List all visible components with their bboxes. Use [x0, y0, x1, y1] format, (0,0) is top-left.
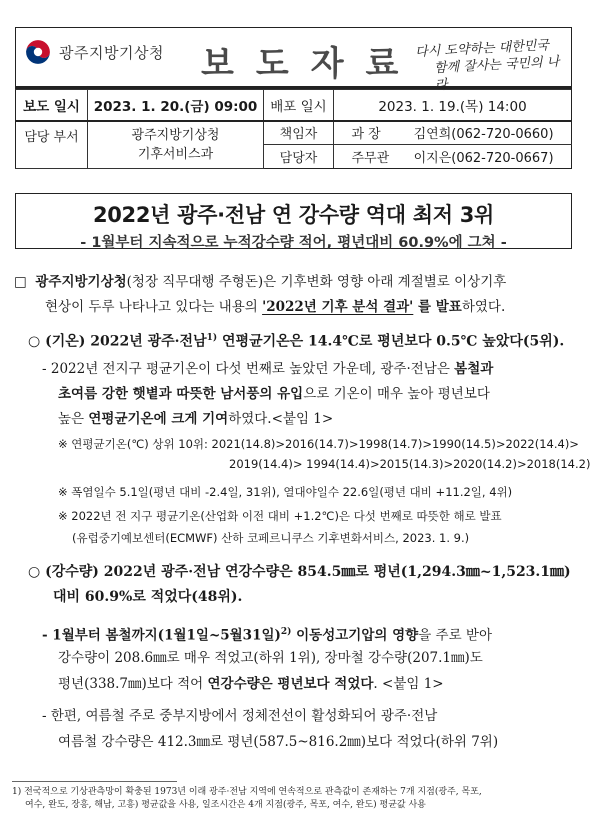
intro-quote: '2022년 기후 분석 결과' — [262, 299, 414, 315]
intro-text: 현상이 두루 나타나고 있다는 내용의 — [45, 299, 263, 315]
agency-name: 광주지방기상청 — [59, 43, 164, 62]
intro-text: 기후변화 영향 아래 계절별로 이상기후 — [276, 274, 507, 290]
circle-bullet-icon: ○ — [28, 564, 41, 580]
temp-note2: ※ 폭염일수 5.1일(평년 대비 -2.4일, 31위), 열대야일수 22.6일(평년 대비 +11.2일, 4위) — [58, 485, 513, 499]
temp-heading-text: (기온) 2022년 광주·전남 — [45, 333, 207, 350]
rain-text: . <붙임 1> — [373, 676, 444, 692]
contact-name-phone: 김연희(062-720-0660) — [413, 127, 554, 143]
rain-bold: 이동성고기압의 영향 — [291, 627, 419, 644]
temp-text: - 2022년 전지구 평균기온이 다섯 번째로 높았던 가운데, 광주·전남은 — [42, 361, 455, 377]
slogan-line2: 함께 잘사는 국민의 나라 — [433, 54, 560, 94]
rain-dash2-line2: 여름철 강수량은 412.3㎜로 평년(587.5~816.2㎜)보다 적었다(하위 7위) — [58, 734, 499, 750]
temp-text: 하였다.<붙임 1> — [228, 411, 334, 427]
intro-line1 — [14, 270, 506, 295]
temp-heading-text2: 연평균기온은 14.4℃로 평년보다 0.5℃ 높았다(5위). — [217, 333, 565, 350]
release-date-label: 보도 일시 — [16, 90, 88, 121]
temp-text: 으로 기온이 매우 높아 평년보다 — [303, 386, 490, 402]
footnote-line1: 1) 전국적으로 기상관측망이 확충된 1973년 이래 광주·전남 지역에 연속적으로 관측값이 존재하는 7개 지점(광주, 목포, — [12, 787, 482, 797]
rain-heading-text: (강수량) 2022년 광주·전남 연강수량은 854.5㎜로 평년(1,294.3㎜~1,523.1㎜) — [45, 564, 571, 580]
rain-dash1-line2: 강수량이 208.6㎜로 매우 적었고(하위 1위), 장마철 강수량(207.1㎜)도 — [58, 650, 483, 666]
headline-subtitle: - 1월부터 지속적으로 누적강수량 적어, 평년대비 60.9%에 그쳐 - — [80, 235, 507, 251]
footnote-ref: 1) — [206, 333, 218, 343]
footnote-divider — [12, 781, 177, 782]
distribute-date-value: 2023. 1. 19.(목) 14:00 — [334, 90, 572, 121]
rain-bold: - 1월부터 봄철까지(1월1일~5월31일) — [42, 627, 281, 644]
contact-role-label: 책임자 — [264, 121, 334, 145]
contact-person — [334, 121, 572, 145]
temp-note1 — [58, 434, 579, 454]
temp-dash1-line2 — [58, 382, 490, 407]
contact-person — [334, 145, 572, 169]
rain-text: 을 주로 받아 — [418, 627, 493, 644]
footnote-ref: 2) — [280, 627, 292, 637]
rain-bold: 연강수량은 평년보다 적었다 — [207, 676, 374, 692]
intro-org: 광주지방기상청 — [35, 274, 127, 290]
temp-note1-cont: 2019(14.4)> 1994(14.4)>2015(14.3)>2020(14.2)>2018(14.2) — [229, 457, 591, 471]
distribute-date-label: 배포 일시 — [264, 90, 334, 121]
dept-line2: 기후서비스과 — [137, 146, 214, 162]
temp-text: 높은 — [58, 411, 89, 427]
dept-value — [88, 121, 264, 169]
rain-heading-line1 — [28, 560, 571, 585]
temp-note3-line2: (유럽중기예보센터(ECMWF) 산하 코페르니쿠스 기후변화서비스, 2023. 1. 9.) — [72, 531, 470, 545]
contact-name-phone: 이지은(062-720-0667) — [413, 151, 554, 166]
intro-line2 — [45, 295, 505, 320]
footnote — [12, 786, 482, 812]
temp-note3-line1: ※ 2022년 전 지구 평균기온(산업화 이전 대비 +1.2℃)은 다섯 번째로 따뜻한 해로 발표 — [58, 509, 502, 523]
doc-type-title: 보도자료 — [201, 44, 421, 84]
release-date-value: 2023. 1. 20.(금) 09:00 — [88, 90, 264, 121]
temp-dash1-line1 — [42, 357, 493, 382]
taegeuk-logo-icon — [24, 38, 52, 66]
rain-heading-line2: 대비 60.9%로 적었다(48위). — [53, 589, 243, 605]
note-label: ※ 연평균기온(℃) 상위 10위: — [58, 437, 208, 451]
agency-logo — [24, 38, 164, 66]
contact-role-label: 담당자 — [264, 145, 334, 169]
dept-line1: 광주지방기상청 — [131, 127, 220, 143]
rain-dash1-line3 — [58, 672, 444, 697]
temp-bold: 연평균기온에 크게 기여 — [88, 411, 229, 427]
square-bullet-icon: □ — [14, 274, 27, 290]
slogan-line1: 다시 도약하는 대한민국 — [414, 38, 550, 61]
headline-title: 2022년 광주·전남 연 강수량 역대 최저 3위 — [92, 203, 495, 227]
temp-dash1-line3 — [58, 407, 333, 432]
intro-end: 하였다. — [461, 299, 506, 315]
rain-dash2-line1: - 한편, 여름철 주로 중부지방에서 정체전선이 활성화되어 광주·전남 — [42, 708, 438, 724]
temp-bold: 봄철과 — [454, 361, 494, 377]
circle-bullet-icon: ○ — [28, 333, 41, 350]
note-ranking-line1: 2021(14.8)>2016(14.7)>1998(14.7)>1990(14.5)>2022(14.4)> — [211, 437, 579, 451]
temp-bold: 초여름 강한 햇볕과 따뜻한 남서풍의 유입 — [58, 386, 304, 402]
contact-title: 주무관 — [351, 151, 390, 166]
contact-title: 과 장 — [351, 127, 381, 143]
rain-dash1-line1 — [42, 620, 492, 649]
intro-paren: (청장 직무대행 주형돈)은 — [126, 274, 277, 290]
release-info-table — [15, 89, 572, 169]
dept-label: 담당 부서 — [16, 121, 88, 169]
press-release-banner — [15, 27, 572, 94]
rain-text: 평년(338.7㎜)보다 적어 — [58, 676, 208, 692]
footnote-line2: 여수, 완도, 장흥, 해남, 고흥) 평균값을 사용, 일조시간은 4개 지점(광주, 목포, 여수, 완도) 평균값 사용 — [25, 800, 426, 810]
slogan — [415, 36, 572, 95]
temp-heading — [28, 326, 564, 355]
headline-box — [15, 193, 572, 249]
intro-announce: 를 발표 — [413, 299, 462, 315]
